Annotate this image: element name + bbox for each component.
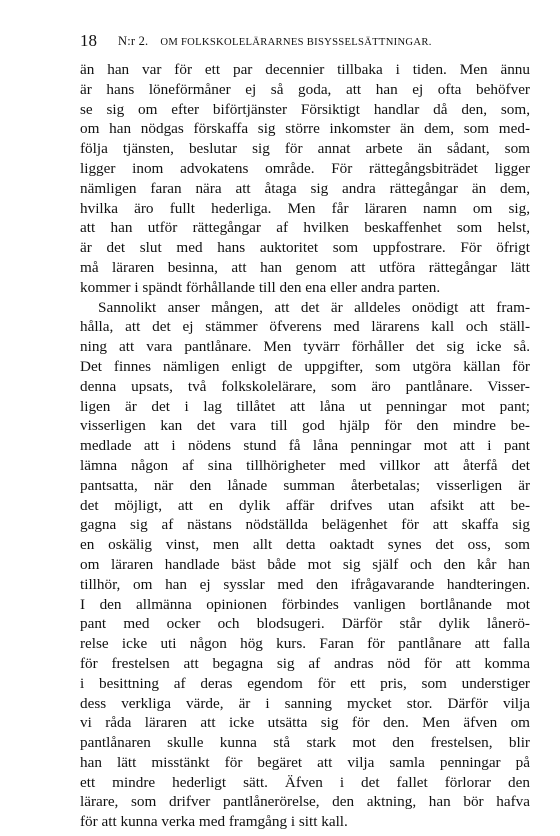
text-line: än han var för ett par decennier tillbaka i tiden. Men ännu: [80, 61, 530, 78]
text-line: pant med ocker och blodsugeri. Därför står dylik lånerö-: [80, 615, 530, 633]
running-head: [118, 30, 432, 54]
text-line: relse icke uti någon hög kurs. Faran för pantlånare att falla: [80, 635, 530, 653]
text-line: ligen är det i lag tillåtet att låna ut penningar mot pant;: [80, 397, 530, 415]
text-line: det möjligt, att en dylik affär drifves utan afsikt att be-: [80, 496, 530, 514]
text-line: gagna sig af nästans nödställda belägenhet för att skaffa sig: [80, 516, 530, 534]
text-line: dess verkliga värde, är i sanning mycket stor. Därför vilja: [80, 694, 530, 712]
text-line: lämna någon af sina tillhörigheter med villkor att återfå det: [80, 456, 530, 474]
text-line: pantsatta, när den lånade summan återbetalas; visserligen är: [80, 476, 530, 494]
page-header: [80, 30, 495, 52]
text-line: en oskälig vinst, men allt detta oaktadt synes det oss, som: [80, 536, 530, 554]
text-line: må läraren besinna, att han genom att utföra rättegångar lätt: [80, 258, 530, 276]
text-line: ligger inom advokatens område. För rättegångsbiträdet ligger: [80, 159, 530, 177]
text-line: hvilka äro fullt hederliga. Men får läraren namn om sig,: [80, 199, 530, 217]
text-line: kommer i spändt förhållande till den ena eller andra parten.: [80, 278, 441, 296]
text-line: ett mindre hederligt sätt. Äfven i det fallet förlorar den: [80, 773, 530, 791]
text-line: för frestelsen att begagna sig af andras nöd för att komma: [80, 654, 530, 672]
text-line: visserligen kan det vara till god hjälp för den mindre be-: [80, 417, 530, 435]
text-line: följa tjänsten, beslutar sig för annat arbete än sådant, som: [80, 140, 530, 158]
text-line: att han utför rättegångar af hvilken beskaffenhet som helst,: [80, 219, 530, 237]
text-line: tillhör, om han ej sysslar med den ifrågavarande handteringen.: [80, 575, 530, 593]
text-line: är hans löneförmåner ej så goda, att han ej ofta behöfver: [80, 80, 530, 98]
text-line: nämligen faran nära att åtaga sig andra rättegångar än dem,: [80, 179, 530, 197]
text-line: om läraren handlade bäst både mot sig själf och den kår han: [80, 555, 530, 573]
text-line: Det finnes nämligen enligt de uppgifter, som utgöra källan för: [80, 357, 530, 375]
text-line: hålla, att det ej stämmer öfverens med lärarens kall och ställ-: [80, 318, 530, 336]
text-line: är det slut med hans auktoritet som uppfostrare. För öfrigt: [80, 239, 530, 257]
body-text: [80, 60, 530, 832]
text-line: se sig om efter biförtjänster Försiktigt handlar då den, som,: [80, 100, 530, 118]
text-line: i besittning af deras egendom för ett pris, som understiger: [80, 674, 530, 692]
series-number: N:r 2.: [118, 34, 149, 48]
text-line: han lätt misstänkt för begäret att vilja samla penningar på: [80, 753, 530, 771]
text-line: om han nödgas förskaffa sig större inkomster än dem, som med-: [80, 120, 530, 138]
text-line: ning att vara pantlånare. Men tyvärr förhåller det sig icke så.: [80, 338, 530, 356]
text-line: vi råda läraren att icke utsätta sig för den. Men äfven om: [80, 714, 530, 732]
text-line: lärare, som drifver pantlånerörelse, den aktning, han bör hafva: [80, 793, 530, 811]
running-title: OM FOLKSKOLELÄRARNES BISYSSELSÄTTNINGAR.: [160, 37, 432, 48]
text-line: I den allmänna opinionen förbindes vanligen bortlånande mot: [80, 595, 530, 613]
text-line: denna upsats, två folkskolelärare, som äro pantlånare. Visser-: [80, 377, 530, 395]
text-line: pantlånaren skulle kunna stå stark mot den frestelsen, blir: [80, 734, 530, 752]
text-line: medlade att i nödens stund få låna penningar mot att i pant: [80, 437, 530, 455]
page-number: 18: [80, 31, 97, 50]
paragraph-start-line: Sannolikt anser mången, att det är alldeles onödigt att fram-: [98, 298, 530, 316]
text-line: för att kunna verka med framgång i sitt kall.: [80, 813, 348, 831]
